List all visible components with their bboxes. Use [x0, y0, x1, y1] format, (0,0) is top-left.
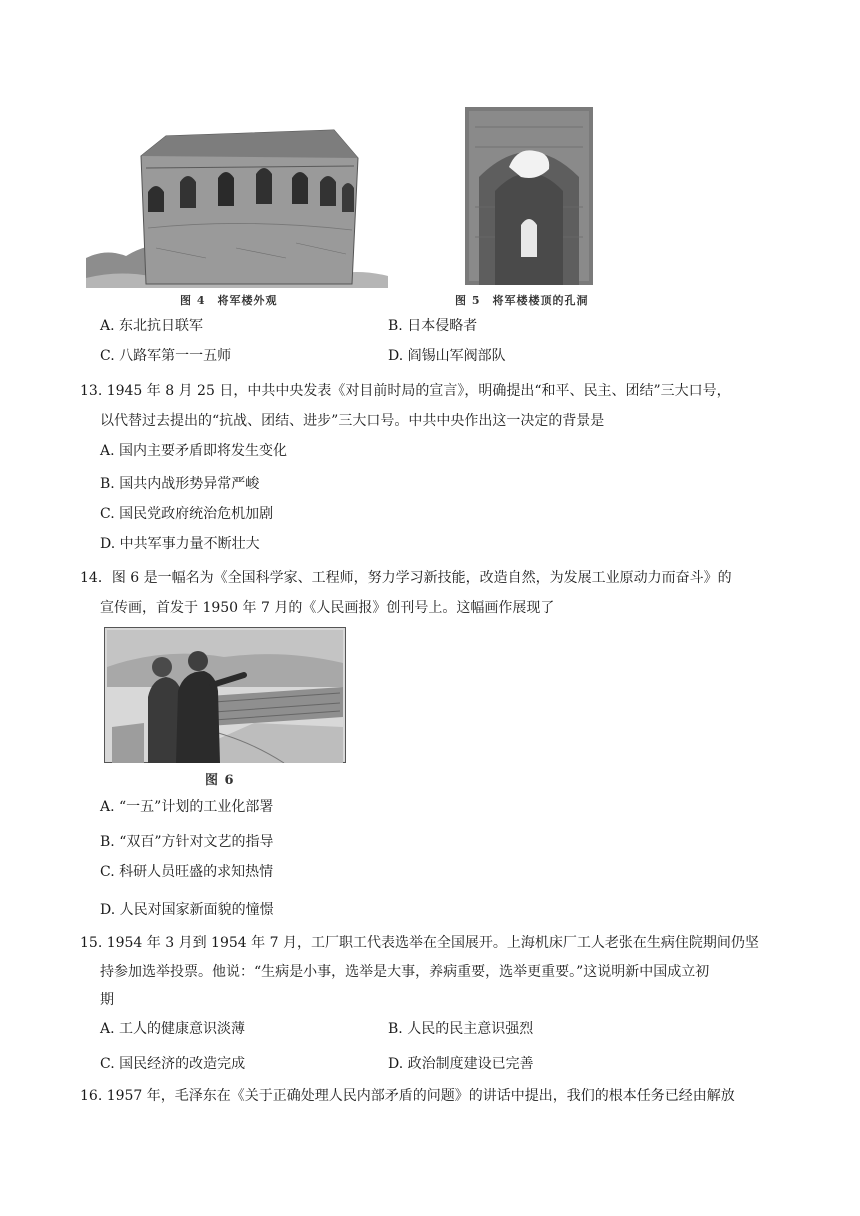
- figure-4-caption: 图 4 将军楼外观: [180, 294, 278, 307]
- q14-option-c[interactable]: C. 科研人员旺盛的求知热情: [100, 864, 274, 880]
- figure-6-caption: 图 6: [205, 773, 235, 788]
- q14-option-a[interactable]: A. “一五”计划的工业化部署: [100, 799, 274, 815]
- q15-option-c[interactable]: C. 国民经济的改造完成: [100, 1056, 246, 1072]
- q13-stem-line2: 以代替过去提出的“抗战、团结、进步”三大口号。中共中央作出这一决定的背景是: [100, 413, 605, 429]
- q13-option-c[interactable]: C. 国民党政府统治危机加剧: [100, 506, 274, 522]
- figure-5-image: [465, 107, 593, 285]
- figure-4-image: [86, 108, 388, 288]
- q12-option-b[interactable]: B. 日本侵略者: [388, 318, 478, 334]
- q12-option-c[interactable]: C. 八路军第一一五师: [100, 348, 232, 364]
- q15-option-b[interactable]: B. 人民的民主意识强烈: [388, 1021, 534, 1037]
- q14-stem-line2: 宣传画，首发于 1950 年 7 月的《人民画报》创刊号上。这幅画作展现了: [100, 600, 555, 616]
- q12-option-a[interactable]: A. 东北抗日联军: [100, 318, 204, 334]
- figure-6-image: [104, 627, 346, 763]
- q16-stem-line1: 16. 1957 年，毛泽东在《关于正确处理人民内部矛盾的问题》的讲话中提出，我们的根本任务已经由解放: [80, 1088, 735, 1104]
- q15-option-d[interactable]: D. 政治制度建设已完善: [388, 1056, 534, 1072]
- q15-stem-line1: 15. 1954 年 3 月到 1954 年 7 月，工厂职工代表选举在全国展开。上海机床厂工人老张在生病住院期间仍坚: [80, 935, 759, 951]
- q12-option-d[interactable]: D. 阎锡山军阀部队: [388, 348, 506, 364]
- q14-option-b[interactable]: B. “双百”方针对文艺的指导: [100, 834, 274, 850]
- q15-stem-line3: 期: [100, 992, 114, 1008]
- q14-option-d[interactable]: D. 人民对国家新面貌的憧憬: [100, 902, 274, 918]
- q15-option-a[interactable]: A. 工人的健康意识淡薄: [100, 1021, 246, 1037]
- q15-stem-line2: 持参加选举投票。他说：“生病是小事，选举是大事，养病重要，选举更重要。”这说明新中国成立初: [100, 964, 710, 980]
- q13-stem-line1: 13. 1945 年 8 月 25 日，中共中央发表《对目前时局的宣言》，明确提出“和平、民主、团结”三大口号，: [80, 383, 731, 399]
- q13-option-a[interactable]: A. 国内主要矛盾即将发生变化: [100, 443, 288, 459]
- figure-5-caption: 图 5 将军楼楼顶的孔洞: [455, 294, 589, 307]
- q14-stem-line1: 14．图 6 是一幅名为《全国科学家、工程师，努力学习新技能，改造自然，为发展工业原动力而奋斗》的: [80, 570, 732, 586]
- q13-option-b[interactable]: B. 国共内战形势异常严峻: [100, 476, 260, 492]
- q13-option-d[interactable]: D. 中共军事力量不断壮大: [100, 536, 260, 552]
